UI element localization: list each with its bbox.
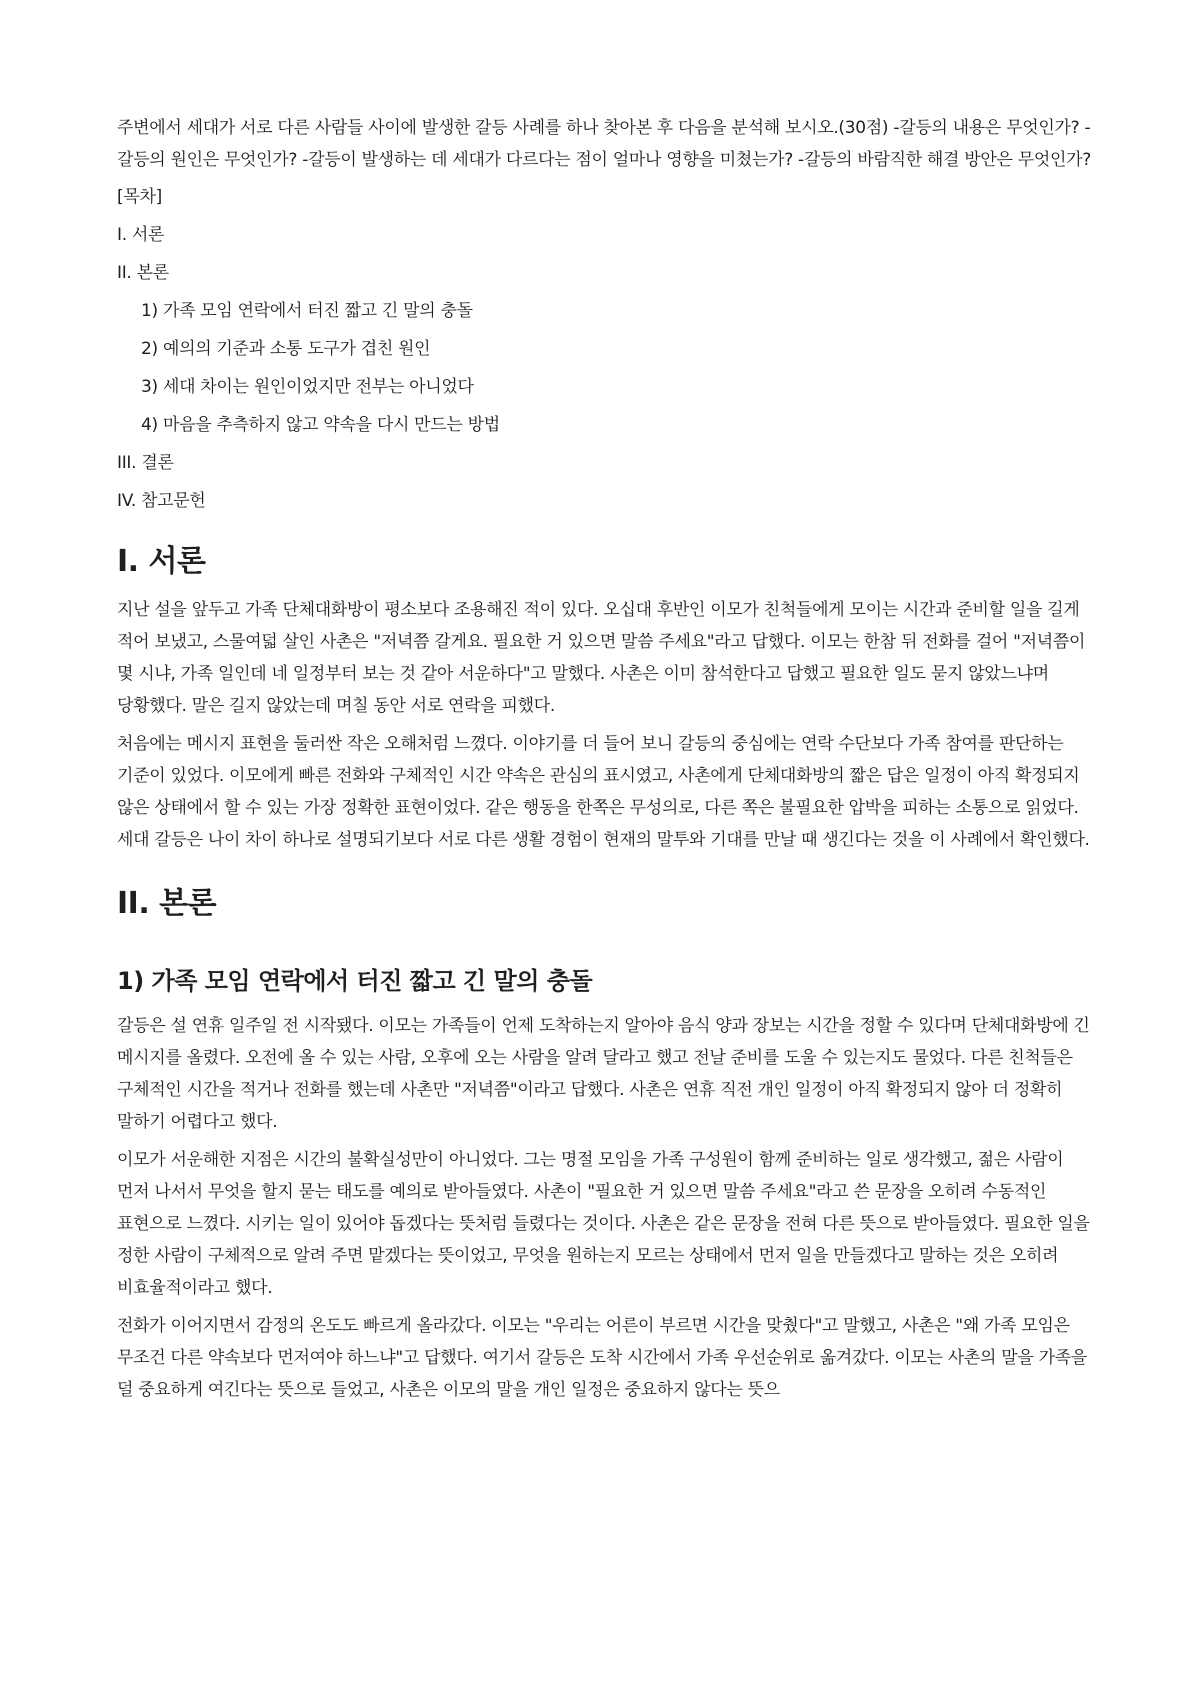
assignment-prompt: 주변에서 세대가 서로 다른 사람들 사이에 발생한 갈등 사례를 하나 찾아본 후 다음을 분석해 보시오.(30점) -갈등의 내용은 무엇인가? -갈등의 원인은 무엇인가? -갈등이 발생하는 데 세대가 다르다는 점이 얼마나 영향을 미쳤는가? -갈등의 바람직한 해결 방안은 무엇인가?	[117, 118, 1091, 170]
toc-heading: [목차]	[117, 187, 162, 207]
toc-item-conclusion: III. 결론	[117, 453, 174, 473]
body-paragraph: 갈등은 설 연휴 일주일 전 시작됐다. 이모는 가족들이 언제 도착하는지 알아야 음식 양과 장보는 시간을 정할 수 있다며 단체대화방에 긴 메시지를 올렸다. 오전에 올 수 있는 사람, 오후에 오는 사람을 알려 달라고 했고 전날 준비를 도울 수 있는지도 물었다. 다른 친척들은 구체적인 시간을 적거나 전화를 했는데 사촌만 "저녁쯤"이라고 답했다. 사촌은 연휴 직전 개인 일정이 아직 확정되지 않아 더 정확히 말하기 어렵다고 했다.	[117, 1016, 1090, 1132]
subsection-heading-1: 1) 가족 모임 연락에서 터진 짧고 긴 말의 충돌	[117, 967, 593, 995]
toc-item-intro: I. 서론	[117, 225, 165, 245]
toc-item-body-3: 3) 세대 차이는 원인이었지만 전부는 아니었다	[141, 377, 474, 397]
body-paragraph: 전화가 이어지면서 감정의 온도도 빠르게 올라갔다. 이모는 "우리는 어른이 부르면 시간을 맞췄다"고 말했고, 사촌은 "왜 가족 모임은 무조건 다른 약속보다 먼저여야 하느냐"고 답했다. 여기서 갈등은 도착 시간에서 가족 우선순위로 옮겨갔다. 이모는 사촌의 말을 가족을 덜 중요하게 여긴다는 뜻으로 들었고, 사촌은 이모의 말을 개인 일정은 중요하지 않다는 뜻으	[117, 1316, 1087, 1400]
toc-item-body-1: 1) 가족 모임 연락에서 터진 짧고 긴 말의 충돌	[141, 301, 473, 321]
table-of-contents	[117, 184, 1092, 514]
intro-paragraph: 처음에는 메시지 표현을 둘러싼 작은 오해처럼 느꼈다. 이야기를 더 들어 보니 갈등의 중심에는 연락 수단보다 가족 참여를 판단하는 기준이 있었다. 이모에게 빠른 전화와 구체적인 시간 약속은 관심의 표시였고, 사촌에게 단체대화방의 짧은 답은 일정이 아직 확정되지 않은 상태에서 할 수 있는 가장 정확한 표현이었다. 같은 행동을 한쪽은 무성의로, 다른 쪽은 불필요한 압박을 피하는 소통으로 읽었다. 세대 갈등은 나이 차이 하나로 설명되기보다 서로 다른 생활 경험이 현재의 말투와 기대를 만날 때 생긴다는 것을 이 사례에서 확인했다.	[117, 734, 1090, 850]
toc-item-body-4: 4) 마음을 추측하지 않고 약속을 다시 만드는 방법	[141, 415, 500, 435]
intro-paragraph: 지난 설을 앞두고 가족 단체대화방이 평소보다 조용해진 적이 있다. 오십대 후반인 이모가 친척들에게 모이는 시간과 준비할 일을 길게 적어 보냈고, 스물여덟 살인 사촌은 "저녁쯤 갈게요. 필요한 거 있으면 말씀 주세요"라고 답했다. 이모는 한참 뒤 전화를 걸어 "저녁쯤이 몇 시냐, 가족 일인데 네 일정부터 보는 것 같아 서운하다"고 말했다. 사촌은 이미 참석한다고 답했고 필요한 일도 묻지 않았느냐며 당황했다. 말은 길지 않았는데 며칠 동안 서로 연락을 피했다.	[117, 600, 1086, 716]
toc-item-body: II. 본론	[117, 263, 169, 283]
section-heading-intro: I. 서론	[117, 544, 206, 579]
document-page	[117, 112, 1092, 1412]
body-paragraph: 이모가 서운해한 지점은 시간의 불확실성만이 아니었다. 그는 명절 모임을 가족 구성원이 함께 준비하는 일로 생각했고, 젊은 사람이 먼저 나서서 무엇을 할지 묻는 태도를 예의로 받아들였다. 사촌이 "필요한 거 있으면 말씀 주세요"라고 쓴 문장을 오히려 수동적인 표현으로 느꼈다. 시키는 일이 있어야 돕겠다는 뜻처럼 들렸다는 것이다. 사촌은 같은 문장을 전혀 다른 뜻으로 받아들였다. 필요한 일을 정한 사람이 구체적으로 알려 주면 맡겠다는 뜻이었고, 무엇을 원하는지 모르는 상태에서 먼저 일을 만들겠다고 말하는 것은 오히려 비효율적이라고 했다.	[117, 1150, 1090, 1298]
section-heading-body: II. 본론	[117, 886, 217, 921]
toc-item-body-2: 2) 예의의 기준과 소통 도구가 겹친 원인	[141, 339, 431, 359]
toc-item-references: IV. 참고문헌	[117, 491, 206, 511]
